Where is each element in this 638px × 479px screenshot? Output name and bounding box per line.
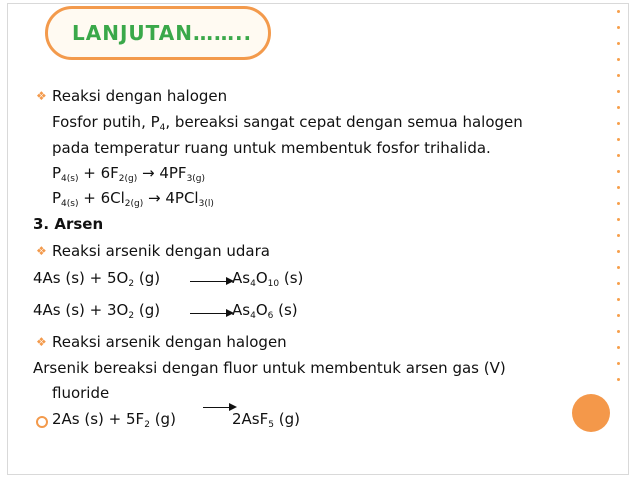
equation-asf5-lhs: 2As $(s) + 5F_2$ (g) xyxy=(52,410,176,430)
diamond-bullet-icon: ❖ xyxy=(36,335,47,349)
diamond-bullet-icon: ❖ xyxy=(36,89,47,103)
equation-as4o6-rhs: $As_4O_6$ (s) xyxy=(232,301,298,321)
equation-asf5-rhs: 2AsF$_5$ (g) xyxy=(232,410,300,430)
bullet-arsenic-halogen: Reaksi arsenik dengan halogen xyxy=(52,333,287,351)
slide-frame xyxy=(7,3,629,475)
reaction-arrow-icon xyxy=(203,407,235,408)
equation-pf3: $P_{4(s)} + 6F_{2(g)} \to 4PF_{3(g)}$ xyxy=(52,164,206,184)
phosphorus-desc-line2: pada temperatur ruang untuk membentuk fosfor trihalida. xyxy=(52,139,491,157)
decorative-circle xyxy=(572,394,610,432)
diamond-bullet-icon: ❖ xyxy=(36,244,47,258)
equation-pcl3: $P_{4(s)} + 6Cl_{2(g)} \to 4PCl_{3(l)}$ xyxy=(52,189,214,209)
phosphorus-desc-line1: Fosfor putih, $P_4$, bereaksi sangat cepat dengan semua halogen xyxy=(52,113,523,133)
decorative-dots xyxy=(610,10,626,394)
reaction-arrow-icon xyxy=(190,281,232,282)
bullet-arsenic-air: Reaksi arsenik dengan udara xyxy=(52,242,270,260)
equation-as4o10-lhs: 4As $(s) + 5O_2$ (g) xyxy=(33,269,161,289)
ring-bullet-icon xyxy=(36,416,48,428)
equation-as4o6-lhs: 4As $(s) + 3O_2$ (g) xyxy=(33,301,161,321)
arsenic-desc-line1: Arsenik bereaksi dengan fluor untuk membentuk arsen gas (V) xyxy=(33,359,506,377)
section-heading-arsen: 3. Arsen xyxy=(33,215,104,233)
reaction-arrow-icon xyxy=(190,313,232,314)
equation-as4o10-rhs: $As_4O_{10}$ (s) xyxy=(232,269,304,289)
arsenic-desc-line2: fluoride xyxy=(52,384,110,402)
slide-title: LANJUTAN…….. xyxy=(72,21,253,45)
bullet-halogen-heading: Reaksi dengan halogen xyxy=(52,87,228,105)
